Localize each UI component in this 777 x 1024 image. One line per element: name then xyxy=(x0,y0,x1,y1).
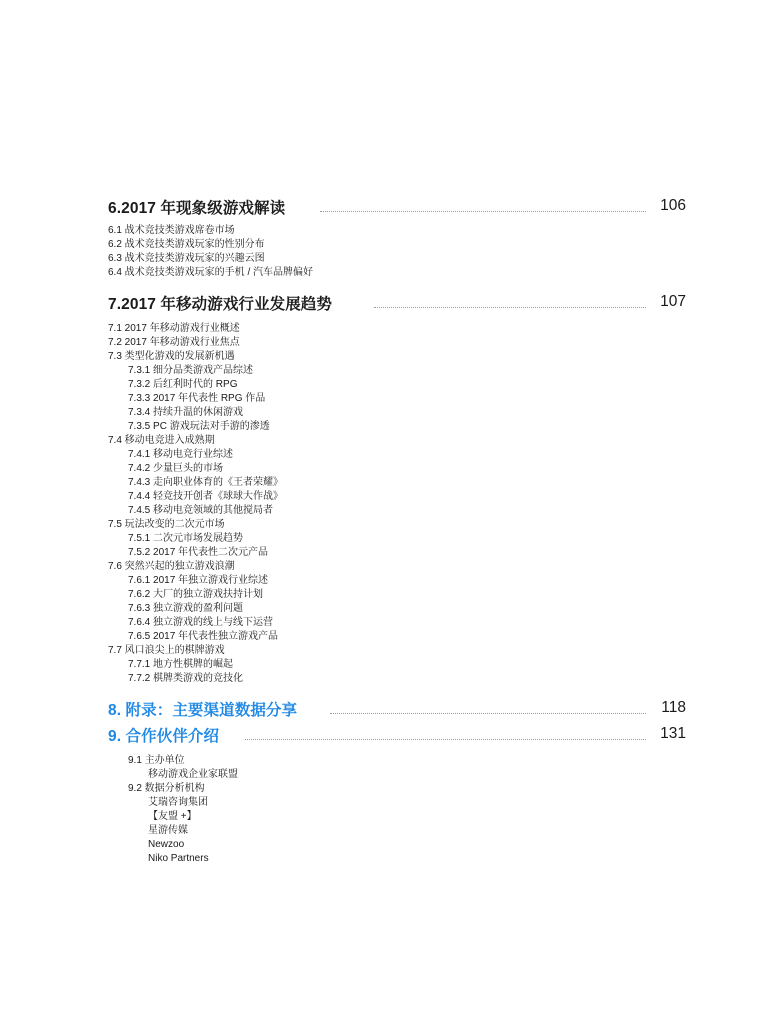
toc-chapter-7[interactable] xyxy=(108,292,686,314)
toc-entry[interactable]: 9.1 主办单位 xyxy=(128,755,185,766)
dot-leader xyxy=(374,307,646,308)
toc-entry[interactable]: 7.3.3 2017 年代表性 RPG 作品 xyxy=(128,393,266,404)
toc-entry[interactable]: Newzoo xyxy=(148,839,185,850)
toc-entry[interactable]: 7.4 移动电竞进入成熟期 xyxy=(108,435,215,446)
chapter-page-number: 118 xyxy=(661,699,686,716)
toc-entry[interactable]: 7.6.2 大厂的独立游戏扶持计划 xyxy=(128,589,264,600)
toc-entry[interactable]: 7.7.1 地方性棋牌的崛起 xyxy=(128,659,234,670)
chapter-page-number: 131 xyxy=(660,725,686,742)
toc-entry[interactable]: 7.3 类型化游戏的发展新机遇 xyxy=(108,351,235,362)
toc-entry[interactable]: 移动游戏企业家联盟 xyxy=(148,769,238,780)
toc-entry[interactable]: 7.5.1 二次元市场发展趋势 xyxy=(128,533,244,544)
toc-entry[interactable]: 7.6 突然兴起的独立游戏浪潮 xyxy=(108,561,235,572)
toc-entry[interactable]: 6.1 战术竞技类游戏席卷市场 xyxy=(108,225,235,236)
toc-entry[interactable]: 7.3.5 PC 游戏玩法对手游的渗透 xyxy=(128,421,270,432)
toc-entry[interactable]: 7.6.3 独立游戏的盈利问题 xyxy=(128,603,244,614)
toc-entry[interactable]: 星游传媒 xyxy=(148,825,188,836)
toc-entry[interactable]: 7.3.2 后红利时代的 RPG xyxy=(128,379,238,390)
toc-entry[interactable]: 7.5 玩法改变的二次元市场 xyxy=(108,519,225,530)
toc-entry[interactable]: 7.4.5 移动电竞领域的其他搅局者 xyxy=(128,505,274,516)
toc-entry[interactable]: 7.4.2 少量巨头的市场 xyxy=(128,463,224,474)
toc-chapter-9[interactable] xyxy=(108,724,686,746)
dot-leader xyxy=(245,739,646,740)
toc-entry[interactable]: 6.3 战术竞技类游戏玩家的兴趣云图 xyxy=(108,253,265,264)
toc-entry[interactable]: 7.4.4 轻竞技开创者《球球大作战》 xyxy=(128,491,284,502)
toc-entry[interactable]: 7.6.1 2017 年独立游戏行业综述 xyxy=(128,575,269,586)
toc-entry[interactable]: 7.4.3 走向职业体育的《王者荣耀》 xyxy=(128,477,284,488)
toc-entry[interactable]: 7.7 风口浪尖上的棋牌游戏 xyxy=(108,645,225,656)
toc-entry[interactable]: Niko Partners xyxy=(148,853,209,864)
toc-entry[interactable]: 7.2 2017 年移动游戏行业焦点 xyxy=(108,337,240,348)
dot-leader xyxy=(320,211,646,212)
toc-entry[interactable]: 艾瑞咨询集团 xyxy=(148,797,208,808)
toc-entry[interactable]: 7.5.2 2017 年代表性二次元产品 xyxy=(128,547,269,558)
chapter-title: 6.2017 年现象级游戏解读 xyxy=(108,200,286,217)
chapter-title: 8. 附录：主要渠道数据分享 xyxy=(108,702,298,719)
toc-entry[interactable]: 7.4.1 移动电竞行业综述 xyxy=(128,449,234,460)
chapter-page-number: 107 xyxy=(660,293,686,310)
toc-entry[interactable]: 6.2 战术竞技类游戏玩家的性别分布 xyxy=(108,239,265,250)
toc-entry[interactable]: 7.6.5 2017 年代表性独立游戏产品 xyxy=(128,631,279,642)
toc-entry[interactable]: 【友盟 +】 xyxy=(148,811,197,822)
toc-entry[interactable]: 7.7.2 棋牌类游戏的竞技化 xyxy=(128,673,244,684)
chapter-title: 9. 合作伙伴介绍 xyxy=(108,728,220,745)
toc-entry[interactable]: 7.1 2017 年移动游戏行业概述 xyxy=(108,323,240,334)
chapter-title: 7.2017 年移动游戏行业发展趋势 xyxy=(108,296,333,313)
toc-entry[interactable]: 6.4 战术竞技类游戏玩家的手机 / 汽车品牌偏好 xyxy=(108,267,314,278)
toc-entry[interactable]: 9.2 数据分析机构 xyxy=(128,783,205,794)
toc-chapter-8[interactable] xyxy=(108,698,686,720)
toc-entry[interactable]: 7.6.4 独立游戏的线上与线下运营 xyxy=(128,617,274,628)
toc-entry[interactable]: 7.3.1 细分品类游戏产品综述 xyxy=(128,365,254,376)
toc-entry[interactable]: 7.3.4 持续升温的休闲游戏 xyxy=(128,407,244,418)
dot-leader xyxy=(330,713,646,714)
toc-chapter-6[interactable] xyxy=(108,196,686,218)
chapter-page-number: 106 xyxy=(660,197,686,214)
